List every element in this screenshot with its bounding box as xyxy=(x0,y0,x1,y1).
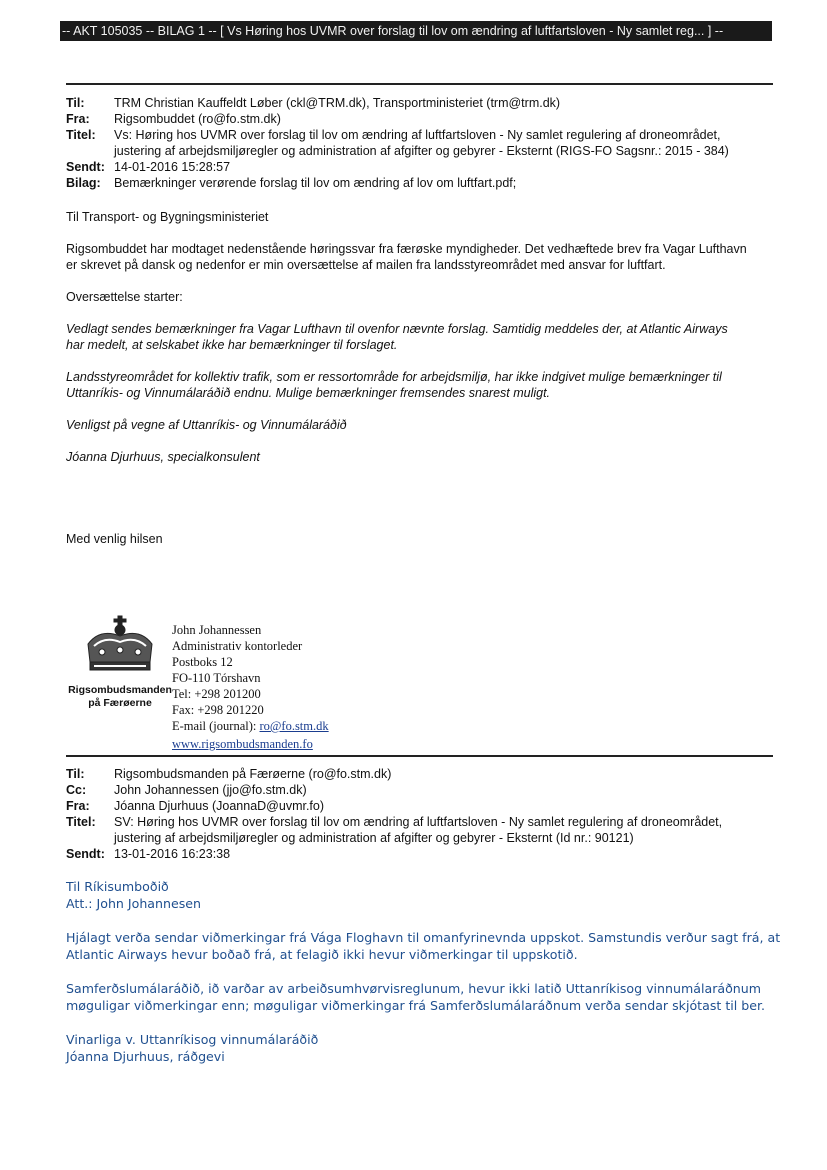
fo-greeting: Til Ríkisumboðið xyxy=(66,879,169,894)
sig-email-line: E-mail (journal): ro@fo.stm.dk xyxy=(172,719,329,733)
translation-signer: Jóanna Djurhuus, specialkonsulent xyxy=(66,450,260,464)
sig-tel: Tel: +298 201200 xyxy=(172,687,261,701)
sig-address-2: FO-110 Tórshavn xyxy=(172,671,261,685)
sent-value: 14-01-2016 15:28:57 xyxy=(114,160,231,174)
to-label: Til: xyxy=(66,96,85,110)
attachment-value: Bemærkninger verørende forslag til lov om ændring af lov om luftfart.pdf; xyxy=(114,176,517,190)
greeting: Til Transport- og Bygningsministeriet xyxy=(66,210,269,224)
subject-value: Vs: Høring hos UVMR over forslag til lov om ændring af luftfartsloven - Ny samlet regulering af droneområdet, justering af arbejdsmiljøregler og administration af afgifter og gebyrer - Eksternt (RIGS-FO Sagsnr.: 2015 - 384) xyxy=(114,128,729,158)
subject-label: Titel: xyxy=(66,128,96,142)
closing: Med venlig hilsen xyxy=(66,532,163,546)
sent-value-2: 13-01-2016 16:23:38 xyxy=(114,847,231,861)
sig-name: John Johannessen xyxy=(172,623,262,637)
sig-fax: Fax: +298 201220 xyxy=(172,703,264,717)
sent-label-2: Sendt: xyxy=(66,847,105,861)
from-value-2: Jóanna Djurhuus (JoannaD@uvmr.fo) xyxy=(114,799,325,813)
cc-value-2: John Johannessen (jjo@fo.stm.dk) xyxy=(114,783,307,797)
to-value-2: Rigsombudsmanden på Færøerne (ro@fo.stm.dk) xyxy=(114,767,392,781)
fo-paragraph-2: Samferðslumálaráðið, ið varðar av arbeiðsumhvørvisreglunum, hevur ikki latið Uttanríkisog vinnumálaráðnum møguligar viðmerkingar enn; møguligar viðmerkingar frá Samferðslumálaráðnum verða sendar skjótast til ber. xyxy=(66,981,766,1013)
attachment-label: Bilag: xyxy=(66,176,101,190)
translation-start: Oversættelse starter: xyxy=(66,290,183,304)
fo-signoff: Vinarliga v. Uttanríkisog vinnumálaráðið Jóanna Djurhuus, ráðgevi xyxy=(66,1032,319,1064)
subject-label-2: Titel: xyxy=(66,815,96,829)
header-rule-2 xyxy=(66,755,773,757)
translation-signoff: Venligst på vegne af Uttanríkis- og Vinnumálaráðið xyxy=(66,418,347,432)
to-label-2: Til: xyxy=(66,767,85,781)
from-label: Fra: xyxy=(66,112,90,126)
sig-website-link[interactable]: www.rigsombudsmanden.fo xyxy=(172,737,313,751)
email-header-2 xyxy=(66,766,774,862)
from-label-2: Fra: xyxy=(66,799,90,813)
sig-email-link[interactable]: ro@fo.stm.dk xyxy=(259,719,329,733)
email-header-1 xyxy=(66,95,774,191)
from-value: Rigsombuddet (ro@fo.stm.dk) xyxy=(114,112,281,126)
sent-label: Sendt: xyxy=(66,160,105,174)
email-body-faroese xyxy=(66,878,786,1065)
header-rule-top xyxy=(66,83,773,85)
logo-caption: Rigsombudsmanden på Færøerne xyxy=(68,684,172,709)
crown-logo-icon xyxy=(80,614,160,684)
email-body-1 xyxy=(66,209,776,547)
fo-paragraph-1: Hjálagt verða sendar viðmerkingar frá Vága Floghavn til omanfyrinevnda uppskot. Samstundis verður sagt frá, at Atlantic Airways hevur boðað frá, at felagið ikki hevur viðmerkingar til uppskotið. xyxy=(66,930,781,962)
to-value: TRM Christian Kauffeldt Løber (ckl@TRM.dk), Transportministeriet (trm@trm.dk) xyxy=(114,96,561,110)
intro-paragraph: Rigsombuddet har modtaget nedenstående høringssvar fra færøske myndigheder. Det vedhæftede brev fra Vagar Lufthavn er skrevet på dansk og nedenfor er min oversættelse af mailen fra landsstyreområdet med ansvar for luftfart. xyxy=(66,242,747,272)
sig-title: Administrativ kontorleder xyxy=(172,639,303,653)
translation-paragraph-1: Vedlagt sendes bemærkninger fra Vagar Lufthavn til ovenfor nævnte forslag. Samtidig meddeles der, at Atlantic Airways har medelt, at selskabet ikke har bemærkninger til forslaget. xyxy=(66,322,728,352)
subject-value-2: SV: Høring hos UVMR over forslag til lov om ændring af luftfartsloven - Ny samlet regulering af droneområdet, justering af arbejdsmiljøregler og administration af afgifter og gebyrer - Eksternt (Id nr.: 90121) xyxy=(114,815,723,845)
cc-label-2: Cc: xyxy=(66,783,87,797)
translation-paragraph-2: Landsstyreområdet for kollektiv trafik, som er ressortområde for arbejdsmiljø, har ikke indgivet mulige bemærkninger til Uttanríkis- og Vinnumálaráðið endnu. Mulige bemærkninger fremsendes snarest muligt. xyxy=(66,370,722,400)
signature-block xyxy=(172,622,329,752)
document-stamp-bar: -- AKT 105035 -- BILAG 1 -- [ Vs Høring hos UVMR over forslag til lov om ændring af luftfartsloven - Ny samlet reg... ] -- xyxy=(60,21,772,41)
sig-address-1: Postboks 12 xyxy=(172,655,233,669)
fo-attention: Att.: John Johannesen xyxy=(66,896,202,911)
